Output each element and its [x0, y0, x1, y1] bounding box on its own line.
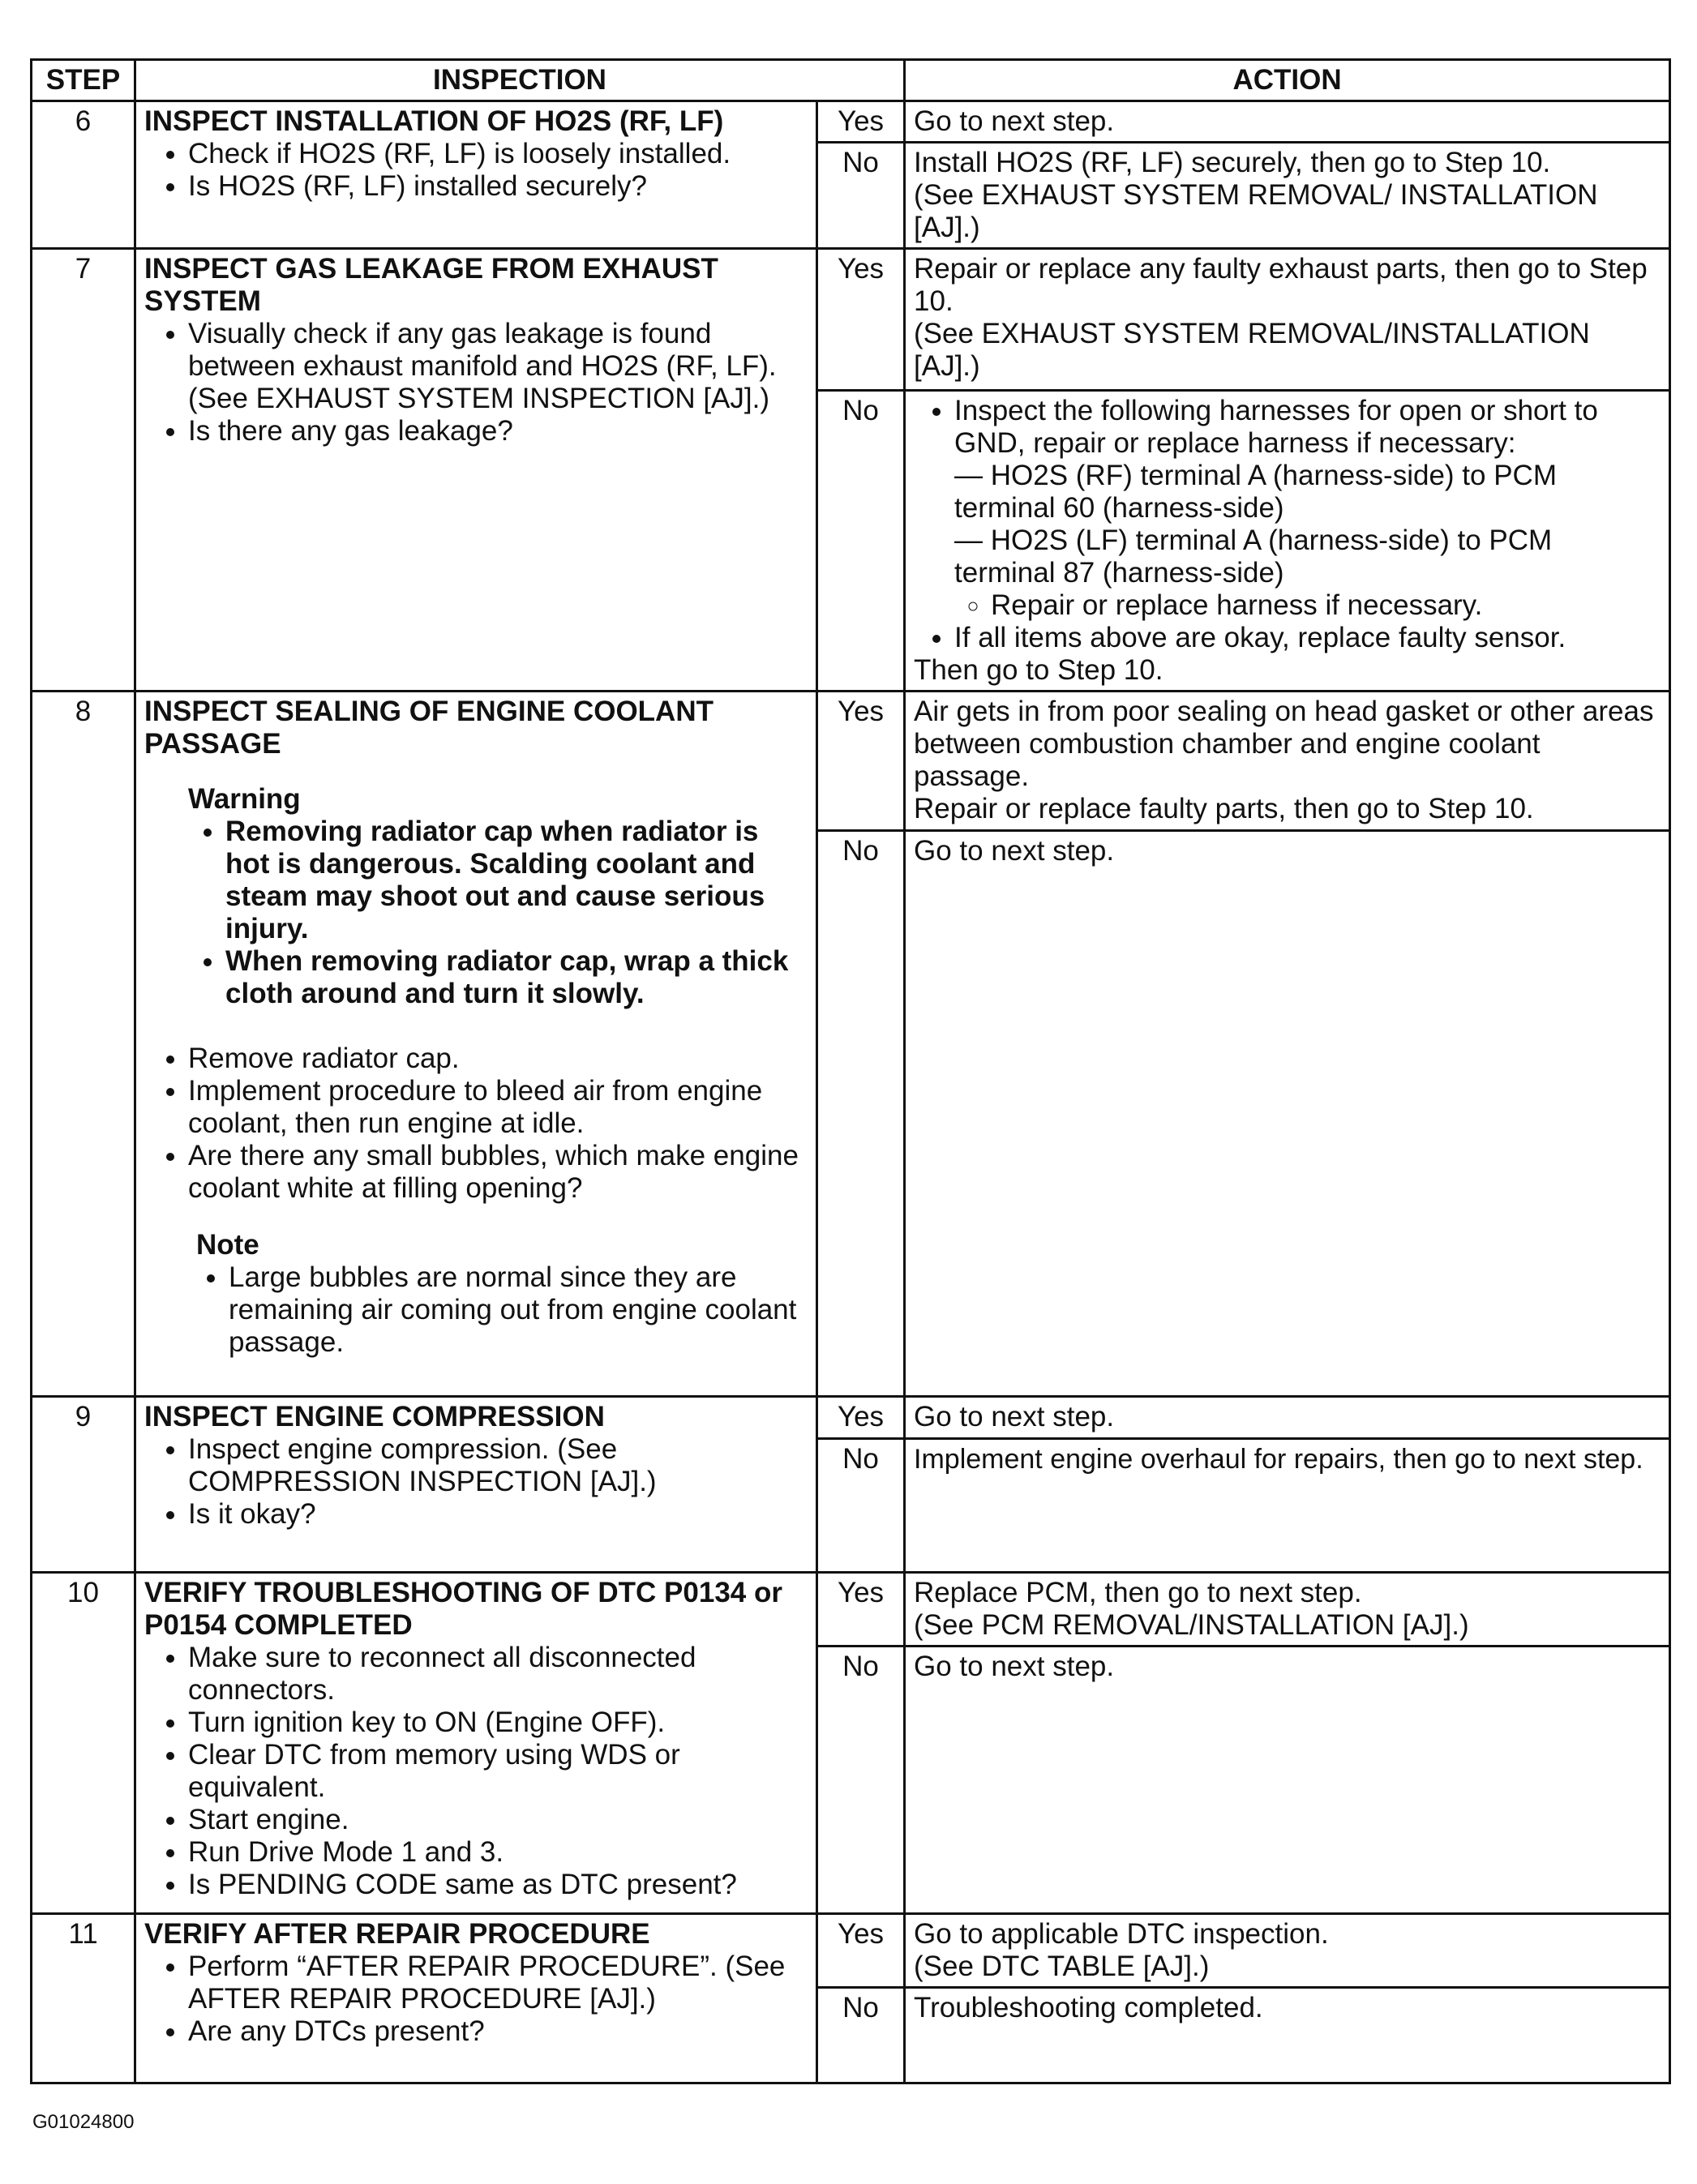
list-item: • Perform “AFTER REPAIR PROCEDURE”. (See AFTER REPAIR PROCEDURE [AJ].)	[188, 1951, 808, 2015]
no-label: No	[817, 831, 905, 1397]
figure-code: G01024800	[32, 2111, 135, 2133]
no-action: Go to next step.	[905, 831, 1670, 1397]
yes-label: Yes	[817, 101, 905, 143]
table-row	[32, 249, 1670, 391]
header-inspection: INSPECTION	[135, 60, 905, 101]
action-line: Repair or replace faulty parts, then go to Step 10.	[914, 793, 1534, 824]
list-item: • Is there any gas leakage?	[188, 415, 808, 448]
list-item: • Clear DTC from memory using WDS or equivalent.	[188, 1739, 808, 1804]
step-title: VERIFY AFTER REPAIR PROCEDURE	[144, 1918, 650, 1950]
list-item: • Are any DTCs present?	[188, 2015, 808, 2048]
list-item: • When removing radiator cap, wrap a thick cloth around and turn it slowly.	[225, 945, 808, 1010]
note-block	[196, 1229, 808, 1359]
action-line: (See EXHAUST SYSTEM REMOVAL/INSTALLATION [AJ].)	[914, 318, 1590, 382]
step-title: INSPECT ENGINE COMPRESSION	[144, 1401, 605, 1432]
list-item: • Are there any small bubbles, which make engine coolant white at filling opening?	[188, 1140, 808, 1205]
yes-label: Yes	[817, 1573, 905, 1647]
list-item: • Run Drive Mode 1 and 3.	[188, 1836, 808, 1869]
no-label: No	[817, 1439, 905, 1573]
step-number: 6	[32, 101, 135, 249]
header-action: ACTION	[905, 60, 1670, 101]
inspection-cell	[135, 101, 817, 249]
action-line: (See PCM REMOVAL/INSTALLATION [AJ].)	[914, 1609, 1469, 1641]
inspection-cell	[135, 1397, 817, 1573]
harness-list	[954, 460, 1661, 589]
warning-list	[188, 816, 808, 1010]
note-title: Note	[196, 1229, 259, 1261]
list-item: — HO2S (LF) terminal A (harness-side) to PCM terminal 87 (harness-side)	[954, 525, 1553, 589]
list-item: • Is PENDING CODE same as DTC present?	[188, 1869, 808, 1901]
step-number: 11	[32, 1914, 135, 2083]
table-row	[32, 1397, 1670, 1439]
list-item: • Turn ignition key to ON (Engine OFF).	[188, 1707, 808, 1739]
yes-action: Go to next step.	[905, 1397, 1670, 1439]
step-title: INSPECT INSTALLATION OF HO2S (RF, LF)	[144, 105, 724, 137]
action-line: Go to applicable DTC inspection.	[914, 1918, 1329, 1950]
warning-block	[188, 783, 808, 1010]
table-row	[32, 101, 1670, 143]
yes-label: Yes	[817, 1397, 905, 1439]
inspection-cell	[135, 1573, 817, 1914]
yes-label: Yes	[817, 692, 905, 831]
list-item: • Start engine.	[188, 1804, 808, 1836]
list-item: • Inspect engine compression. (See COMPRESSION INSPECTION [AJ].)	[188, 1433, 808, 1498]
inspection-list	[144, 138, 808, 203]
inspection-list	[144, 318, 808, 448]
list-item: • Make sure to reconnect all disconnected connectors.	[188, 1642, 808, 1707]
no-action	[905, 143, 1670, 249]
list-item: • Is HO2S (RF, LF) installed securely?	[188, 170, 808, 203]
step-number: 9	[32, 1397, 135, 1573]
list-item: • Removing radiator cap when radiator is hot is dangerous. Scalding coolant and steam may shoot out and cause serious injury.	[225, 816, 808, 945]
action-line: (See DTC TABLE [AJ].)	[914, 1951, 1210, 1982]
list-item: • Remove radiator cap.	[188, 1043, 808, 1075]
table-row	[32, 1573, 1670, 1647]
no-label: No	[817, 1988, 905, 2083]
action-tail: Then go to Step 10.	[914, 654, 1163, 686]
inspection-list	[144, 1951, 808, 2048]
list-item: • Implement procedure to bleed air from engine coolant, then run engine at idle.	[188, 1075, 808, 1140]
yes-label: Yes	[817, 1914, 905, 1988]
step-title: INSPECT SEALING OF ENGINE COOLANT PASSAGE	[144, 696, 714, 760]
action-line: Install HO2S (RF, LF) securely, then go to Step 10.	[914, 147, 1551, 178]
troubleshooting-table	[30, 58, 1671, 2084]
yes-action	[905, 1573, 1670, 1647]
action-intro: Inspect the following harnesses for open or short to GND, repair or replace harness if necessary:	[954, 395, 1598, 459]
step-number: 8	[32, 692, 135, 1397]
no-action: Troubleshooting completed.	[905, 1988, 1670, 2083]
warning-title: Warning	[188, 783, 301, 815]
no-action	[905, 391, 1670, 692]
yes-action	[905, 692, 1670, 831]
list-item: • If all items above are okay, replace faulty sensor.	[954, 622, 1661, 654]
step-title: INSPECT GAS LEAKAGE FROM EXHAUST SYSTEM	[144, 253, 718, 317]
no-action: Go to next step.	[905, 1647, 1670, 1914]
table-row	[32, 692, 1670, 831]
inspection-list	[144, 1043, 808, 1205]
list-item: — HO2S (RF) terminal A (harness-side) to PCM terminal 60 (harness-side)	[954, 460, 1557, 524]
yes-action	[905, 1914, 1670, 1988]
action-line: Repair or replace any faulty exhaust parts, then go to Step 10.	[914, 253, 1648, 317]
list-item: • Visually check if any gas leakage is found between exhaust manifold and HO2S (RF, LF). (See EXHAUST SYSTEM INSPECTION [AJ].)	[188, 318, 808, 415]
no-label: No	[817, 1647, 905, 1914]
list-item: • Large bubbles are normal since they are remaining air coming out from engine coolant passage.	[229, 1261, 808, 1359]
action-line: (See EXHAUST SYSTEM REMOVAL/ INSTALLATION [AJ].)	[914, 179, 1598, 243]
step-title: VERIFY TROUBLESHOOTING OF DTC P0134 or P0154 COMPLETED	[144, 1577, 782, 1641]
note-list	[196, 1261, 808, 1359]
list-item: • Check if HO2S (RF, LF) is loosely installed.	[188, 138, 808, 170]
step-number: 10	[32, 1573, 135, 1914]
list-item: ◦ Repair or replace harness if necessary.	[991, 589, 1661, 622]
header-step: STEP	[32, 60, 135, 101]
action-list	[914, 395, 1661, 654]
inspection-cell	[135, 249, 817, 692]
no-label: No	[817, 391, 905, 692]
no-label: No	[817, 143, 905, 249]
list-item: • Is it okay?	[188, 1498, 808, 1531]
inspection-list	[144, 1433, 808, 1531]
table-row	[32, 1914, 1670, 1988]
action-line: Replace PCM, then go to next step.	[914, 1577, 1362, 1608]
sub-list	[954, 589, 1661, 622]
list-item	[954, 395, 1661, 622]
yes-action: Go to next step.	[905, 101, 1670, 143]
inspection-list	[144, 1642, 808, 1901]
yes-action	[905, 249, 1670, 391]
inspection-cell	[135, 692, 817, 1397]
yes-label: Yes	[817, 249, 905, 391]
no-action: Implement engine overhaul for repairs, then go to next step.	[905, 1439, 1670, 1573]
table-header-row	[32, 60, 1670, 101]
inspection-cell	[135, 1914, 817, 2083]
step-number: 7	[32, 249, 135, 692]
action-line: Air gets in from poor sealing on head gasket or other areas between combustion chamber and engine coolant passage.	[914, 696, 1654, 792]
